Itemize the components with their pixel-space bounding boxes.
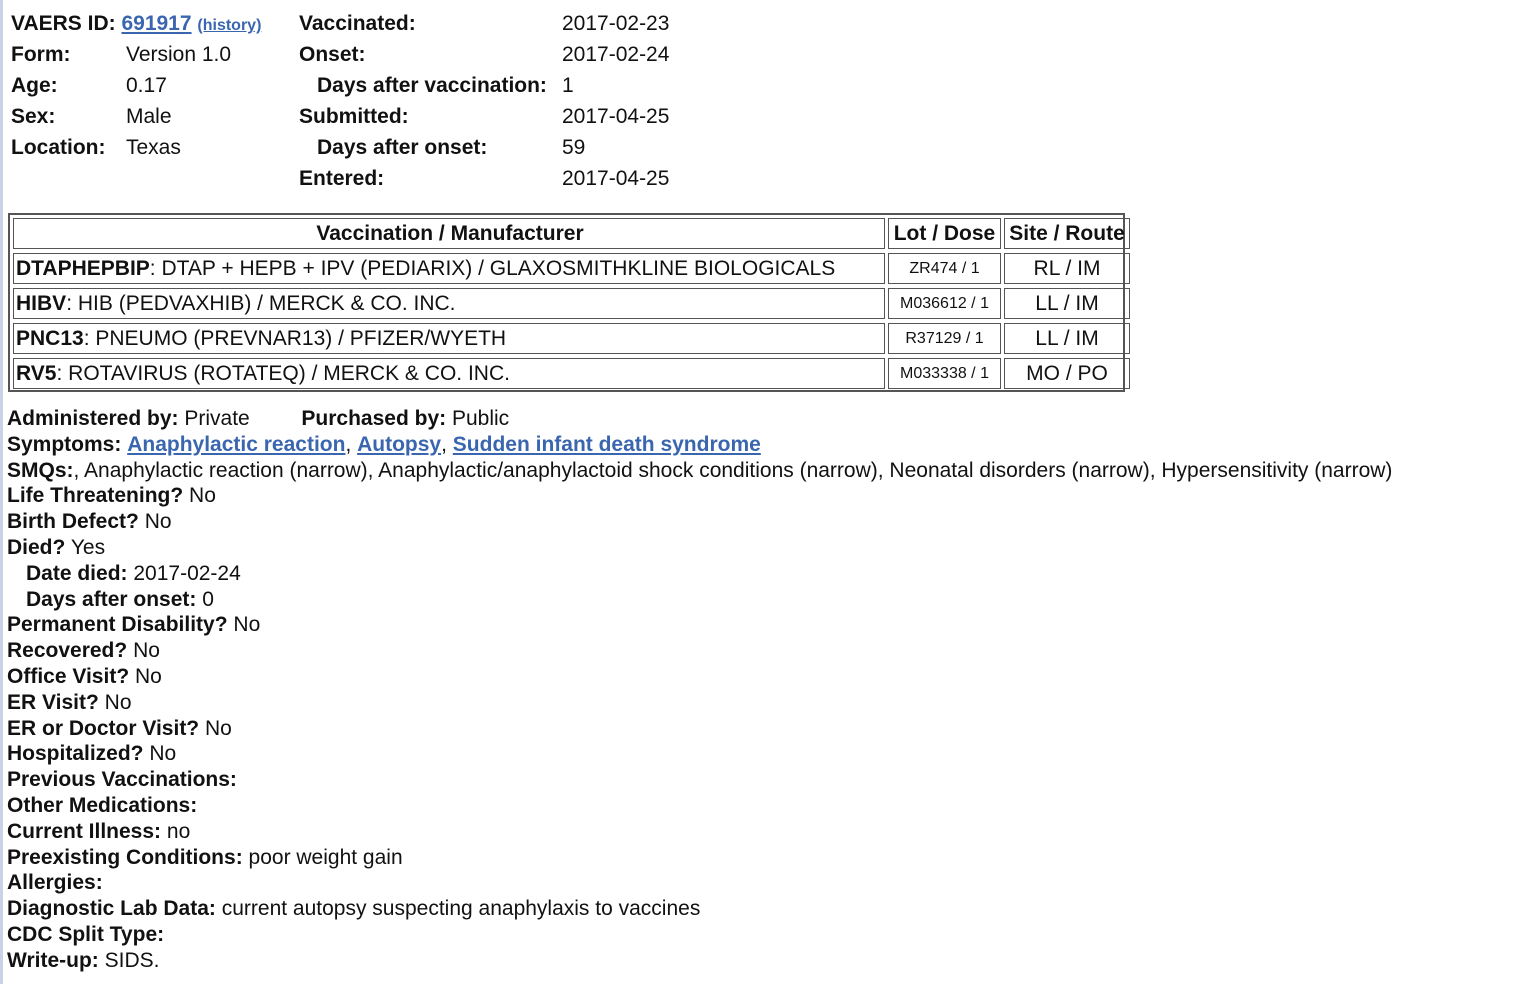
vaccine-description: : ROTAVIRUS (ROTATEQ) / MERCK & CO. INC. [56,362,510,385]
symptom-separator: , [441,432,453,456]
days-after-vaccination-value: 1 [562,74,574,97]
er-visit-row [7,690,1522,716]
allergies-row [7,870,1522,896]
life-threatening-label: Life Threatening? [7,484,184,508]
table-row [13,253,885,284]
diagnostic-lab-data-value: current autopsy suspecting anaphylaxis to vaccines [221,897,701,921]
vaers-id-label: VAERS ID: [11,12,116,35]
other-medications-row [7,793,1522,819]
current-illness-row [7,819,1522,845]
days-after-vaccination-label: Days after vaccination: [317,74,547,97]
birth-defect-value: No [144,510,172,534]
diagnostic-lab-data-label: Diagnostic Lab Data: [7,897,216,921]
office-visit-value: No [135,664,162,688]
vaccine-code: HIBV [16,292,67,315]
date-died-value: 2017-02-24 [133,561,241,585]
smqs-row [7,458,1522,484]
entered-value: 2017-04-25 [562,167,670,190]
age-value: 0.17 [126,74,167,97]
vaers-id-row [11,8,261,39]
days-after-onset-row [7,587,1522,613]
cdc-split-type-label: CDC Split Type: [7,922,165,946]
date-died-row [7,561,1522,587]
er-visit-value: No [104,690,132,714]
site-route-cell: RL / IM [1004,253,1130,284]
table-header-lot-dose: Lot / Dose [888,218,1001,249]
form-label: Form: [11,43,71,66]
allergies-label: Allergies: [7,871,103,895]
table-header-vaccination: Vaccination / Manufacturer [13,218,885,249]
table-row [13,358,885,389]
vaccination-table [8,213,1125,392]
date-died-label: Date died: [26,561,128,585]
preexisting-conditions-value: poor weight gain [248,845,403,869]
purchased-by-value: Public [451,407,510,430]
previous-vaccinations-label: Previous Vaccinations: [7,768,237,792]
sex-value: Male [126,105,172,128]
vaccinated-label: Vaccinated: [299,12,416,35]
previous-vaccinations-row [7,767,1522,793]
cdc-split-type-row [7,922,1522,948]
current-illness-label: Current Illness: [7,819,162,843]
birth-defect-row [7,509,1522,535]
symptom-link[interactable]: Anaphylactic reaction [127,432,346,456]
symptoms-row [7,432,1522,458]
vaccine-code: DTAPHEPBIP [16,257,150,280]
died-days-after-onset-label: Days after onset: [26,587,197,611]
current-illness-value: no [166,819,191,843]
life-threatening-row [7,483,1522,509]
vaccinated-value: 2017-02-23 [562,12,670,35]
permanent-disability-row [7,612,1522,638]
site-route-cell: MO / PO [1004,358,1130,389]
er-visit-label: ER Visit? [7,690,99,714]
er-doctor-visit-label: ER or Doctor Visit? [7,716,200,740]
symptoms-label: Symptoms: [7,432,122,456]
administered-by-label: Administered by: [7,407,179,430]
administered-purchased-row [7,406,1522,432]
history-link[interactable]: (history) [197,17,262,34]
vaers-id-link[interactable]: 691917 [121,12,192,35]
form-value: Version 1.0 [126,43,232,66]
vaccine-description: : HIB (PEDVAXHIB) / MERCK & CO. INC. [66,292,456,315]
symptom-link[interactable]: Autopsy [357,432,442,456]
symptom-link[interactable]: Sudden infant death syndrome [452,432,761,456]
days-after-onset-label: Days after onset: [317,136,488,159]
report-header [11,8,711,198]
office-visit-label: Office Visit? [7,664,130,688]
lot-dose-cell: ZR474 / 1 [888,253,1001,284]
vaccine-code: PNC13 [16,327,84,350]
vaccine-description: : PNEUMO (PREVNAR13) / PFIZER/WYETH [83,327,507,350]
left-page-rule [0,0,3,984]
lot-dose-cell: R37129 / 1 [888,323,1001,354]
died-days-after-onset-value: 0 [202,587,214,611]
smqs-value: , Anaphylactic reaction (narrow), Anaphylactic/anaphylactoid shock conditions (narrow), Neonatal disorders (narrow), Hypersensitivity (narrow) [73,458,1393,482]
permanent-disability-label: Permanent Disability? [7,613,228,637]
died-value: Yes [70,535,106,559]
onset-label: Onset: [299,43,366,66]
submitted-label: Submitted: [299,105,409,128]
permanent-disability-value: No [233,613,261,637]
site-route-cell: LL / IM [1004,323,1130,354]
er-doctor-visit-value: No [204,716,232,740]
smqs-label: SMQs: [7,458,74,482]
administered-by-value: Private [184,407,250,430]
vaccine-description: : DTAP + HEPB + IPV (PEDIARIX) / GLAXOSMITHKLINE BIOLOGICALS [149,257,836,280]
hospitalized-value: No [149,742,177,766]
days-after-onset-value: 59 [562,136,586,159]
location-value: Texas [126,136,181,159]
site-route-cell: LL / IM [1004,288,1130,319]
onset-value: 2017-02-24 [562,43,670,66]
hospitalized-row [7,741,1522,767]
lot-dose-cell: M033338 / 1 [888,358,1001,389]
birth-defect-label: Birth Defect? [7,510,139,534]
recovered-value: No [133,639,160,663]
table-header-site-route: Site / Route [1004,218,1130,249]
diagnostic-lab-data-row [7,896,1522,922]
location-label: Location: [11,136,106,159]
submitted-value: 2017-04-25 [562,105,670,128]
died-row [7,535,1522,561]
other-medications-label: Other Medications: [7,793,198,817]
hospitalized-label: Hospitalized? [7,742,144,766]
recovered-label: Recovered? [7,639,128,663]
died-label: Died? [7,535,66,559]
lot-dose-cell: M036612 / 1 [888,288,1001,319]
report-details [7,406,1522,974]
symptom-separator: , [345,432,358,456]
write-up-value: SIDS. [104,948,160,972]
age-label: Age: [11,74,58,97]
preexisting-conditions-label: Preexisting Conditions: [7,845,243,869]
vaccine-code: RV5 [16,362,57,385]
entered-label: Entered: [299,167,385,190]
recovered-row [7,638,1522,664]
purchased-by-label: Purchased by: [301,407,447,430]
office-visit-row [7,664,1522,690]
life-threatening-value: No [189,484,216,508]
table-row [13,323,885,354]
table-row [13,288,885,319]
er-doctor-visit-row [7,716,1522,742]
write-up-row [7,948,1522,974]
write-up-label: Write-up: [7,948,99,972]
preexisting-conditions-row [7,845,1522,871]
sex-label: Sex: [11,105,56,128]
